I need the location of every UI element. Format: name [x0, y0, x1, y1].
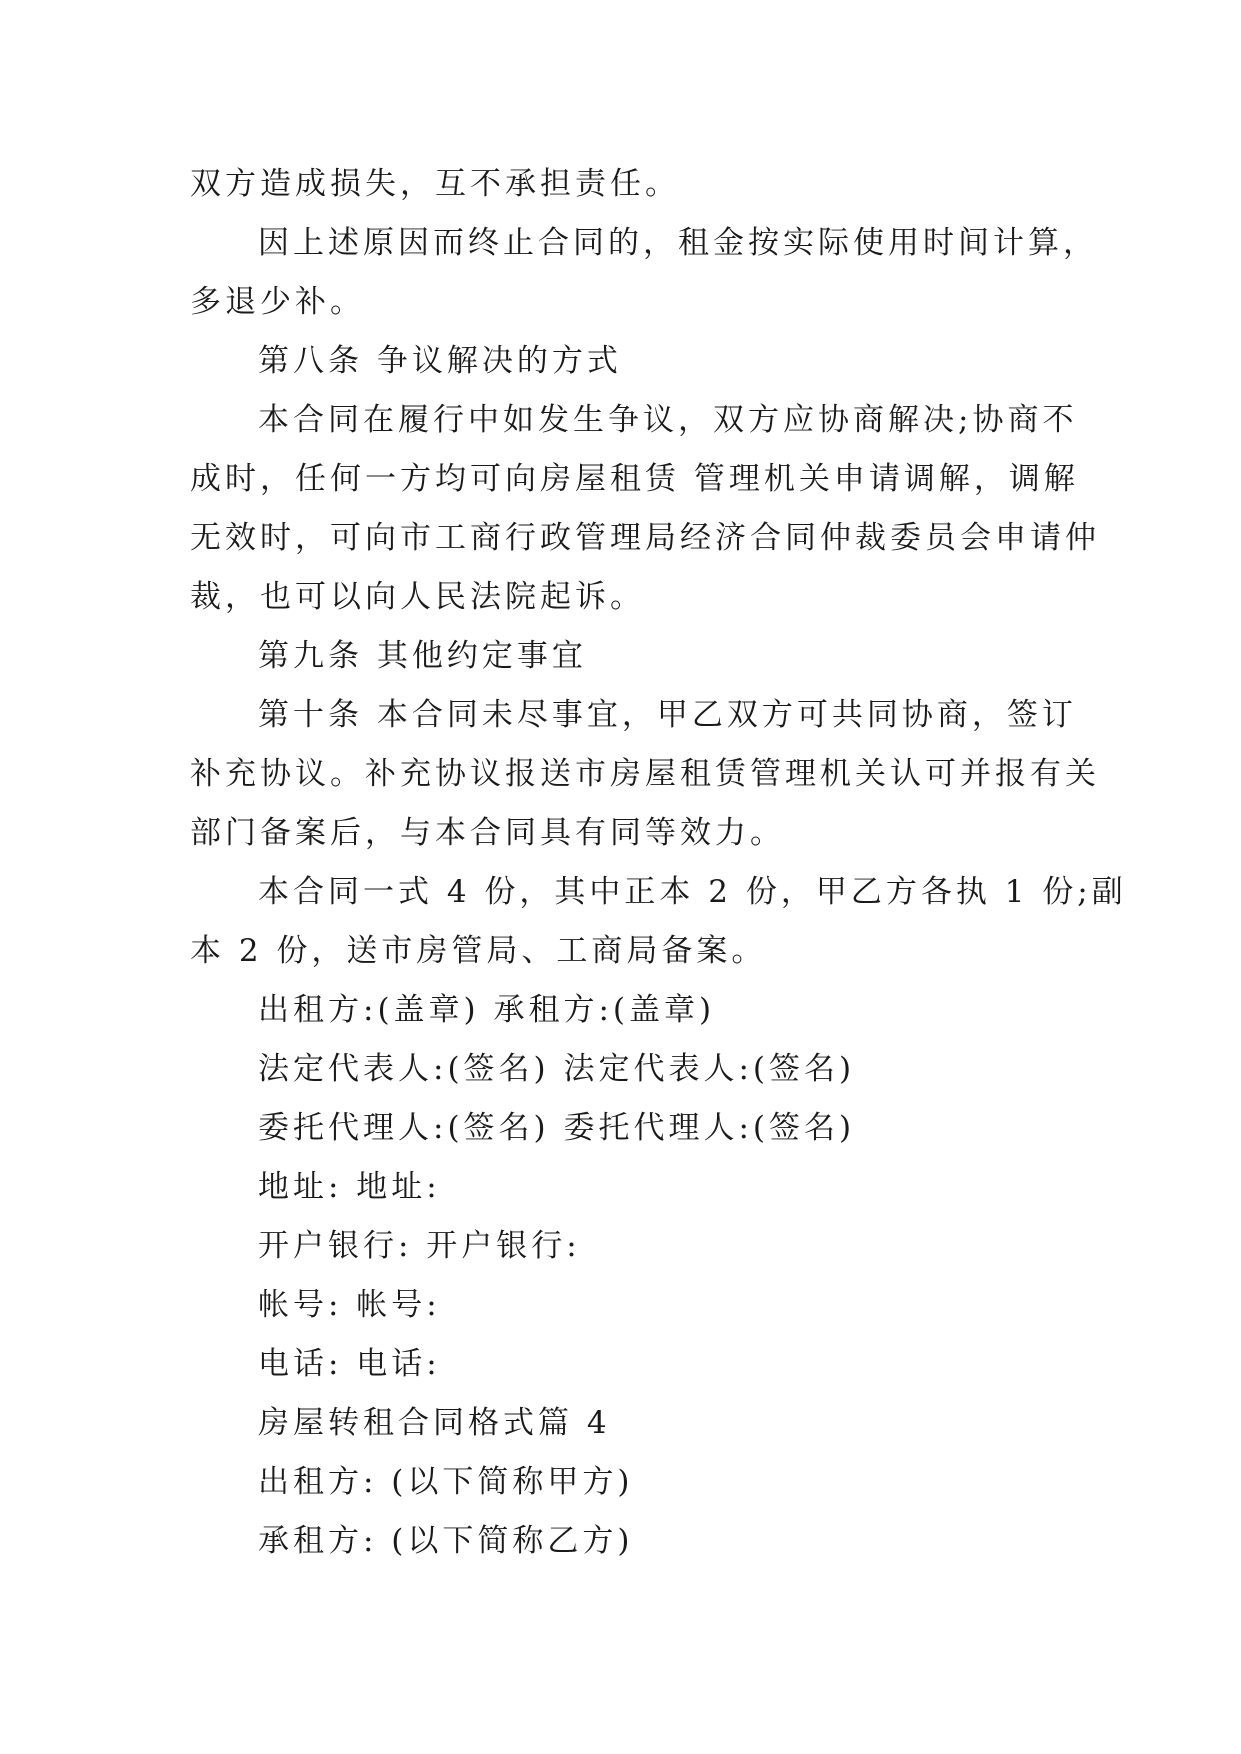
text-line: 部门备案后，与本合同具有同等效力。: [190, 815, 785, 851]
text-line: 无效时，可向市工商行政管理局经济合同仲裁委员会申请仲: [190, 520, 1100, 556]
signature-line: 开户银行: 开户银行:: [258, 1228, 581, 1264]
signature-line: 法定代表人:(签名) 法定代表人:(签名): [258, 1051, 856, 1087]
text-line: 多退少补。: [190, 284, 365, 320]
party-line: 出租方: (以下简称甲方): [258, 1464, 634, 1500]
section-heading: 第九条 其他约定事宜: [258, 638, 587, 674]
text-line: 裁，也可以向人民法院起诉。: [190, 579, 645, 615]
text-line: 本 2 份，送市房管局、工商局备案。: [190, 933, 767, 969]
text-line: 第十条 本合同未尽事宜，甲乙双方可共同协商，签订: [258, 697, 1077, 733]
signature-line: 电话: 电话:: [258, 1346, 441, 1382]
party-line: 承租方: (以下简称乙方): [258, 1523, 634, 1559]
document-title: 房屋转租合同格式篇 4: [258, 1405, 611, 1441]
text-line: 本合同一式 4 份，其中正本 2 份，甲乙方各执 1 份;副: [258, 874, 1127, 910]
signature-line: 委托代理人:(签名) 委托代理人:(签名): [258, 1110, 856, 1146]
text-line: 成时，任何一方均可向房屋租赁 管理机关申请调解，调解: [190, 461, 1079, 497]
text-line: 补充协议。补充协议报送市房屋租赁管理机关认可并报有关: [190, 756, 1100, 792]
text-line: 双方造成损失，互不承担责任。: [190, 166, 680, 202]
text-line: 因上述原因而终止合同的，租金按实际使用时间计算，: [258, 225, 1098, 261]
signature-line: 帐号: 帐号:: [258, 1287, 441, 1323]
signature-line: 出租方:(盖章) 承租方:(盖章): [258, 992, 716, 1028]
document-body: [190, 155, 1127, 1571]
signature-line: 地址: 地址:: [258, 1169, 441, 1205]
section-heading: 第八条 争议解决的方式: [258, 343, 622, 379]
text-line: 本合同在履行中如发生争议，双方应协商解决;协商不: [258, 402, 1078, 438]
